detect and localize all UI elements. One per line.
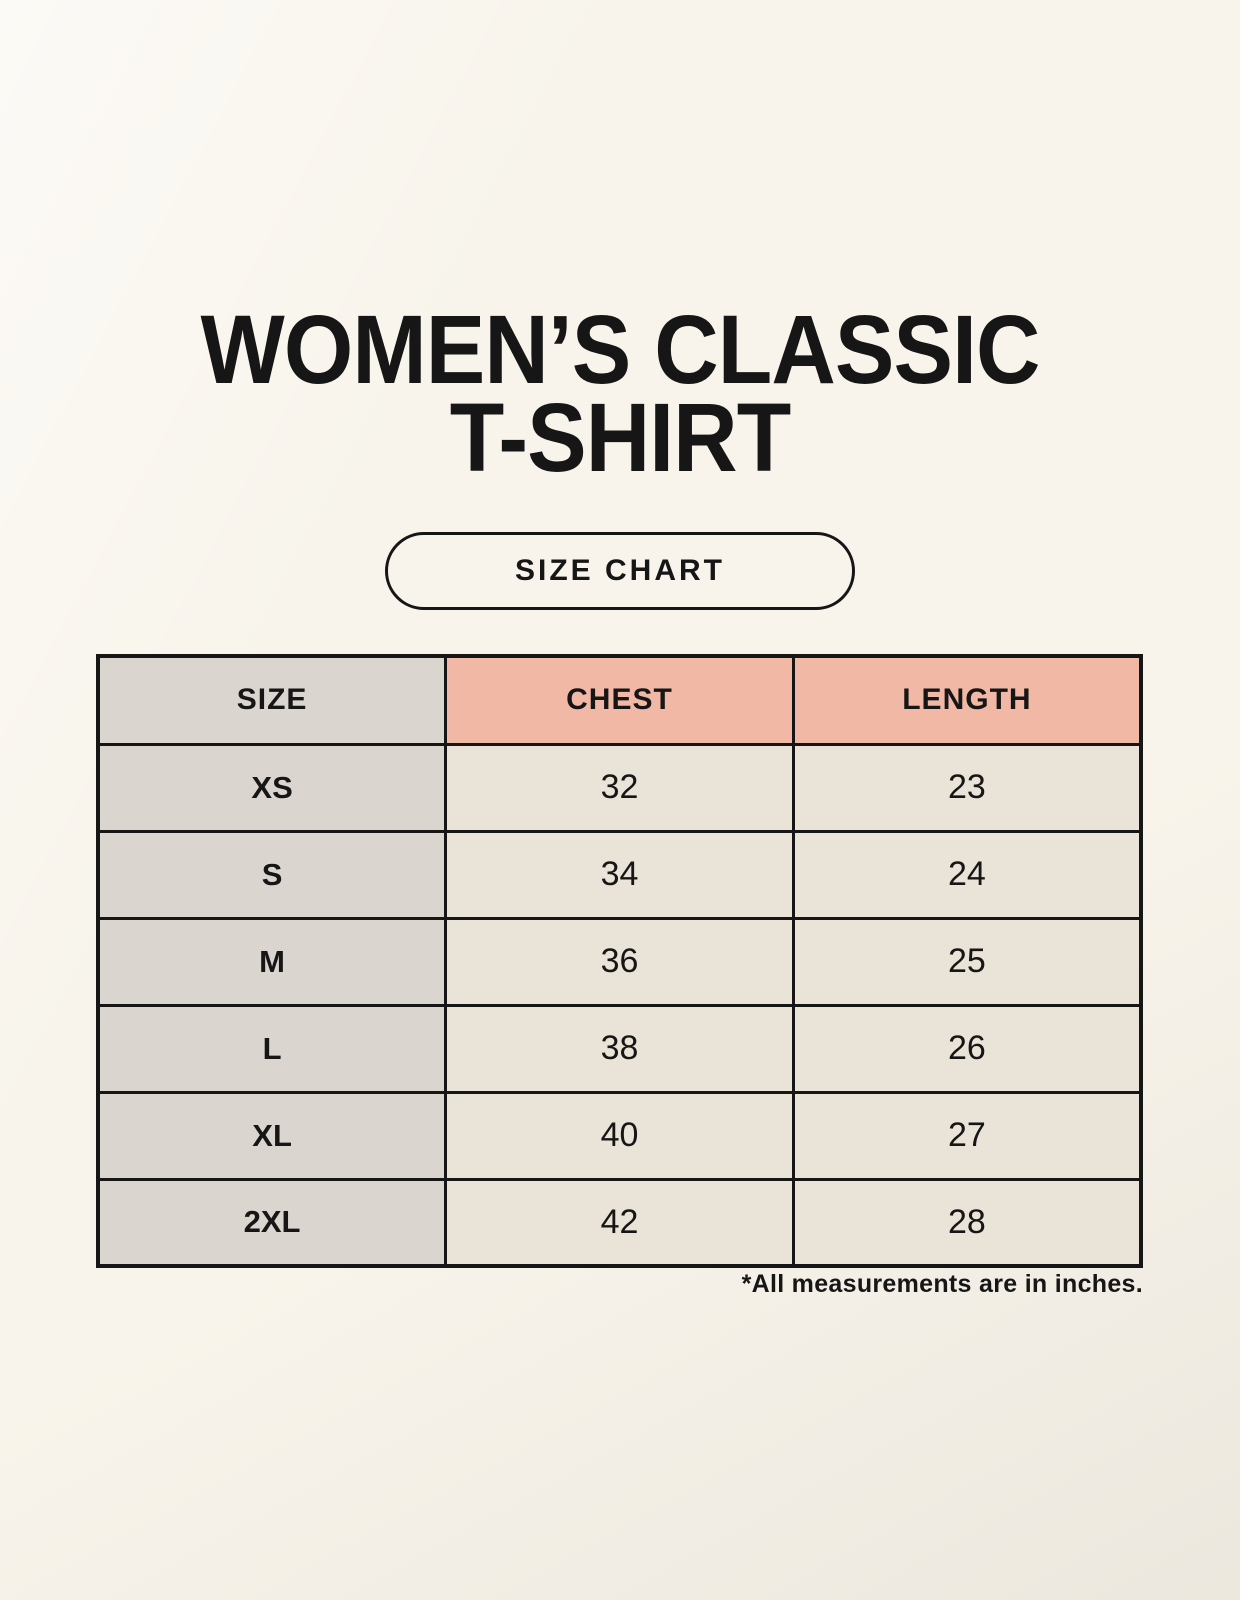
measurements-footnote: *All measurements are in inches. <box>741 1270 1143 1298</box>
chest-value: 42 <box>446 1179 794 1266</box>
size-label: S <box>98 831 446 918</box>
length-value: 26 <box>793 1005 1141 1092</box>
length-value: 25 <box>793 918 1141 1005</box>
size-chart-button[interactable] <box>385 532 855 610</box>
table-row-xl <box>98 1092 1141 1179</box>
length-value: 28 <box>793 1179 1141 1266</box>
size-chart-table <box>96 654 1143 1268</box>
title-line-2: T-SHIRT <box>449 383 791 492</box>
length-value: 24 <box>793 831 1141 918</box>
chest-value: 32 <box>446 744 794 831</box>
table-row-l <box>98 1005 1141 1092</box>
table-row-m <box>98 918 1141 1005</box>
size-label: L <box>98 1005 446 1092</box>
chest-value: 36 <box>446 918 794 1005</box>
column-header-length: LENGTH <box>793 656 1141 744</box>
size-label: 2XL <box>98 1179 446 1266</box>
size-label: M <box>98 918 446 1005</box>
chest-value: 40 <box>446 1092 794 1179</box>
chest-value: 38 <box>446 1005 794 1092</box>
table-row-2xl <box>98 1179 1141 1266</box>
column-header-size: SIZE <box>98 656 446 744</box>
size-label: XL <box>98 1092 446 1179</box>
size-chart-button-label: SIZE CHART <box>515 554 725 587</box>
title-line-1: WOMEN’S CLASSIC <box>200 295 1040 404</box>
chest-value: 34 <box>446 831 794 918</box>
table-row-xs <box>98 744 1141 831</box>
table-header-row <box>98 656 1141 744</box>
length-value: 23 <box>793 744 1141 831</box>
length-value: 27 <box>793 1092 1141 1179</box>
size-label: XS <box>98 744 446 831</box>
column-header-chest: CHEST <box>446 656 794 744</box>
table-row-s <box>98 831 1141 918</box>
page-title <box>50 295 1191 492</box>
